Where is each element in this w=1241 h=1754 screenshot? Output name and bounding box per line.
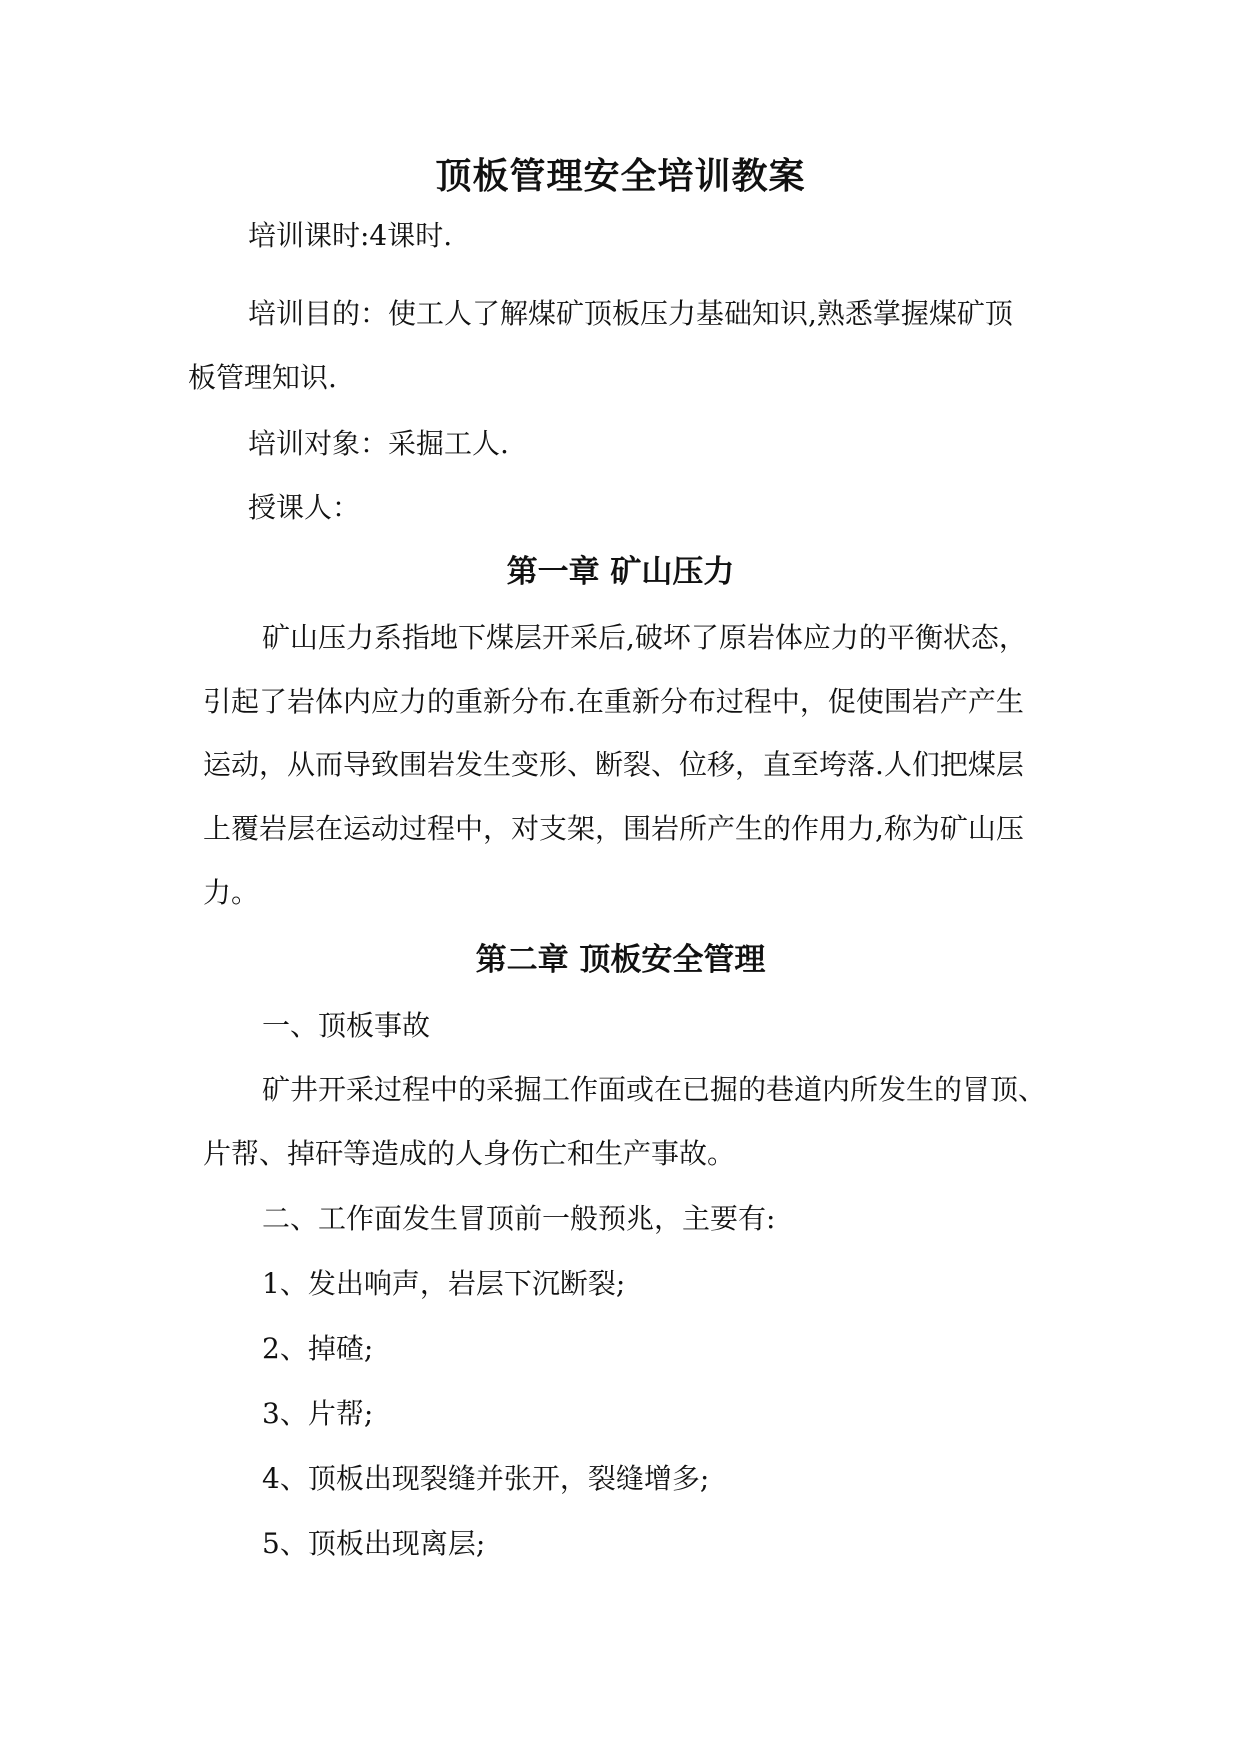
training-hours: 培训课时:4课时. [248,219,453,252]
section-2-title: 二、工作面发生冒顶前一般预兆，主要有: [262,1202,776,1235]
list-item: 2、掉碴; [262,1332,374,1365]
list-item: 3、片帮; [262,1397,374,1430]
list-item: 1、发出响声，岩层下沉断裂; [262,1267,626,1300]
lecturer-label: 授课人： [248,491,361,524]
section-1-line: 片帮、掉矸等造成的人身伤亡和生产事故。 [203,1137,736,1170]
training-audience: 培训对象：采掘工人. [248,427,509,460]
list-item: 5、顶板出现离层; [262,1527,486,1560]
chapter-1-line: 矿山压力系指地下煤层开采后,破坏了原岩体应力的平衡状态， [262,621,1027,654]
section-1-title: 一、顶板事故 [262,1009,431,1042]
chapter-1-line: 引起了岩体内应力的重新分布.在重新分布过程中，促使围岩产产生 [203,685,1024,718]
document-title: 顶板管理安全培训教案 [435,155,806,197]
list-item: 4、顶板出现裂缝并张开，裂缝增多; [262,1462,710,1495]
chapter-2-heading: 第二章 顶板安全管理 [475,942,766,978]
training-purpose-line-1: 培训目的：使工人了解煤矿顶板压力基础知识,熟悉掌握煤矿顶 [248,297,1013,330]
training-purpose-line-2: 板管理知识. [188,361,337,394]
chapter-1-line: 运动，从而导致围岩发生变形、断裂、位移，直至垮落.人们把煤层 [203,748,1024,781]
section-1-line: 矿井开采过程中的采掘工作面或在已掘的巷道内所发生的冒顶、 [262,1073,1047,1106]
chapter-1-line: 力。 [203,876,260,909]
chapter-1-heading: 第一章 矿山压力 [506,554,735,590]
chapter-1-line: 上覆岩层在运动过程中，对支架，围岩所产生的作用力,称为矿山压 [203,812,1024,845]
